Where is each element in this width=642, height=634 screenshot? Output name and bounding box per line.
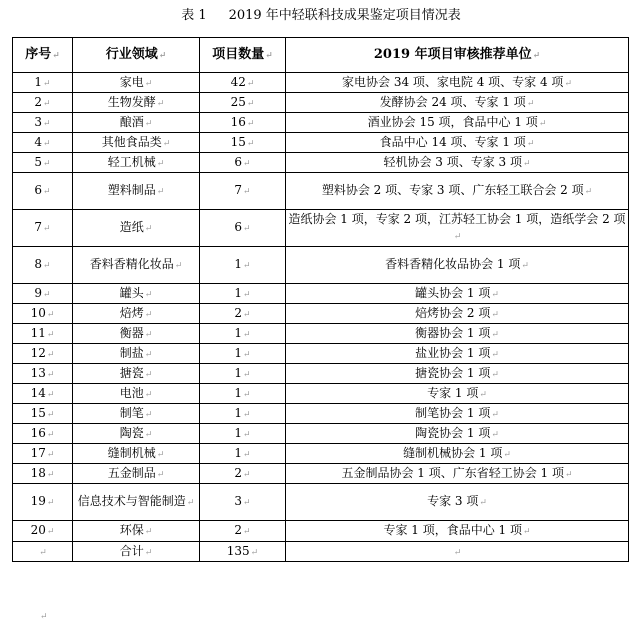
trailing-paragraph-mark: ↵	[40, 612, 48, 622]
cell-index: 18↵	[13, 464, 73, 484]
cell-units: 衡器协会 1 项↵	[286, 324, 629, 344]
cell-units: 造纸协会 1 项，专家 2 项，江苏轻工协会 1 项，造纸学会 2 项↵	[286, 210, 629, 247]
cell-units: 轻机协会 3 项、专家 3 项↵	[286, 153, 629, 173]
table-row	[13, 484, 629, 521]
cell-index: 11↵	[13, 324, 73, 344]
table-row	[13, 521, 629, 542]
table-row	[13, 73, 629, 93]
cell-industry: 信息技术与智能制造↵	[73, 484, 200, 521]
table-row	[13, 284, 629, 304]
cell-industry: 陶瓷↵	[73, 424, 200, 444]
table-row	[13, 153, 629, 173]
cell-count: 1↵	[200, 404, 286, 424]
header-industry: 行业领域↵	[73, 38, 200, 73]
total-label: 合计↵	[73, 542, 200, 562]
cell-units: 专家 1 项，食品中心 1 项↵	[286, 521, 629, 542]
cell-count: 2↵	[200, 521, 286, 542]
table-row	[13, 210, 629, 247]
table-row	[13, 93, 629, 113]
table-row	[13, 324, 629, 344]
table-row	[13, 384, 629, 404]
cell-industry: 塑料制品↵	[73, 173, 200, 210]
table-row	[13, 424, 629, 444]
cell-industry: 轻工机械↵	[73, 153, 200, 173]
cell-units: 香料香精化妆品协会 1 项↵	[286, 247, 629, 284]
cell-units: 缝制机械协会 1 项↵	[286, 444, 629, 464]
cell-units: 陶瓷协会 1 项↵	[286, 424, 629, 444]
total-units: ↵	[286, 542, 629, 562]
cell-count: 42↵	[200, 73, 286, 93]
cell-index: 13↵	[13, 364, 73, 384]
cell-count: 1↵	[200, 344, 286, 364]
cell-index: 8↵	[13, 247, 73, 284]
table-number: 表 1	[181, 8, 207, 23]
cell-industry: 制笔↵	[73, 404, 200, 424]
cell-units: 五金制品协会 1 项、广东省轻工协会 1 项↵	[286, 464, 629, 484]
cell-count: 1↵	[200, 444, 286, 464]
cell-count: 15↵	[200, 133, 286, 153]
cell-index: 7↵	[13, 210, 73, 247]
header-index: 序号↵	[13, 38, 73, 73]
cell-industry: 罐头↵	[73, 284, 200, 304]
header-units: 2019 年项目审核推荐单位↵	[286, 38, 629, 73]
results-table	[12, 37, 629, 562]
cell-count: 25↵	[200, 93, 286, 113]
cell-units: 专家 3 项↵	[286, 484, 629, 521]
table-row	[13, 247, 629, 284]
cell-count: 7↵	[200, 173, 286, 210]
cell-index: 6↵	[13, 173, 73, 210]
cell-index: 17↵	[13, 444, 73, 464]
cell-units: 搪瓷协会 1 项↵	[286, 364, 629, 384]
cell-industry: 搪瓷↵	[73, 364, 200, 384]
cell-index: 2↵	[13, 93, 73, 113]
table-row	[13, 364, 629, 384]
table-title: 2019 年中轻联科技成果鉴定项目情况表	[228, 8, 461, 23]
cell-industry: 焙烤↵	[73, 304, 200, 324]
cell-industry: 香料香精化妆品↵	[73, 247, 200, 284]
cell-count: 3↵	[200, 484, 286, 521]
cell-count: 1↵	[200, 324, 286, 344]
table-row	[13, 444, 629, 464]
cell-units: 家电协会 34 项、家电院 4 项、专家 4 项↵	[286, 73, 629, 93]
cell-units: 酒业协会 15 项，食品中心 1 项↵	[286, 113, 629, 133]
cell-count: 1↵	[200, 247, 286, 284]
cell-index: 20↵	[13, 521, 73, 542]
cell-units: 制笔协会 1 项↵	[286, 404, 629, 424]
cell-index: 19↵	[13, 484, 73, 521]
cell-index: 3↵	[13, 113, 73, 133]
cell-index: 14↵	[13, 384, 73, 404]
cell-count: 1↵	[200, 424, 286, 444]
cell-index: 1↵	[13, 73, 73, 93]
cell-index: 12↵	[13, 344, 73, 364]
cell-units: 专家 1 项↵	[286, 384, 629, 404]
cell-count: 6↵	[200, 153, 286, 173]
header-row	[13, 38, 629, 73]
cell-units: 食品中心 14 项、专家 1 项↵	[286, 133, 629, 153]
cell-industry: 五金制品↵	[73, 464, 200, 484]
header-count: 项目数量↵	[200, 38, 286, 73]
cell-industry: 环保↵	[73, 521, 200, 542]
total-index: ↵	[13, 542, 73, 562]
cell-industry: 电池↵	[73, 384, 200, 404]
cell-industry: 造纸↵	[73, 210, 200, 247]
total-count: 135↵	[200, 542, 286, 562]
table-row	[13, 113, 629, 133]
cell-index: 10↵	[13, 304, 73, 324]
cell-index: 5↵	[13, 153, 73, 173]
table-row	[13, 173, 629, 210]
cell-industry: 生物发酵↵	[73, 93, 200, 113]
cell-industry: 家电↵	[73, 73, 200, 93]
cell-units: 塑料协会 2 项、专家 3 项、广东轻工联合会 2 项↵	[286, 173, 629, 210]
table-row	[13, 304, 629, 324]
cell-index: 4↵	[13, 133, 73, 153]
cell-count: 6↵	[200, 210, 286, 247]
cell-count: 16↵	[200, 113, 286, 133]
cell-industry: 缝制机械↵	[73, 444, 200, 464]
cell-industry: 酿酒↵	[73, 113, 200, 133]
table-row	[13, 344, 629, 364]
cell-industry: 其他食品类↵	[73, 133, 200, 153]
cell-units: 发酵协会 24 项、专家 1 项↵	[286, 93, 629, 113]
cell-index: 9↵	[13, 284, 73, 304]
table-row	[13, 464, 629, 484]
cell-industry: 制盐↵	[73, 344, 200, 364]
table-body	[13, 73, 629, 542]
cell-count: 2↵	[200, 464, 286, 484]
cell-index: 16↵	[13, 424, 73, 444]
table-caption	[0, 8, 642, 24]
cell-count: 1↵	[200, 364, 286, 384]
cell-count: 1↵	[200, 384, 286, 404]
cell-units: 盐业协会 1 项↵	[286, 344, 629, 364]
cell-industry: 衡器↵	[73, 324, 200, 344]
cell-units: 焙烤协会 2 项↵	[286, 304, 629, 324]
total-row	[13, 542, 629, 562]
cell-units: 罐头协会 1 项↵	[286, 284, 629, 304]
table-row	[13, 404, 629, 424]
cell-index: 15↵	[13, 404, 73, 424]
table-row	[13, 133, 629, 153]
cell-count: 2↵	[200, 304, 286, 324]
cell-count: 1↵	[200, 284, 286, 304]
